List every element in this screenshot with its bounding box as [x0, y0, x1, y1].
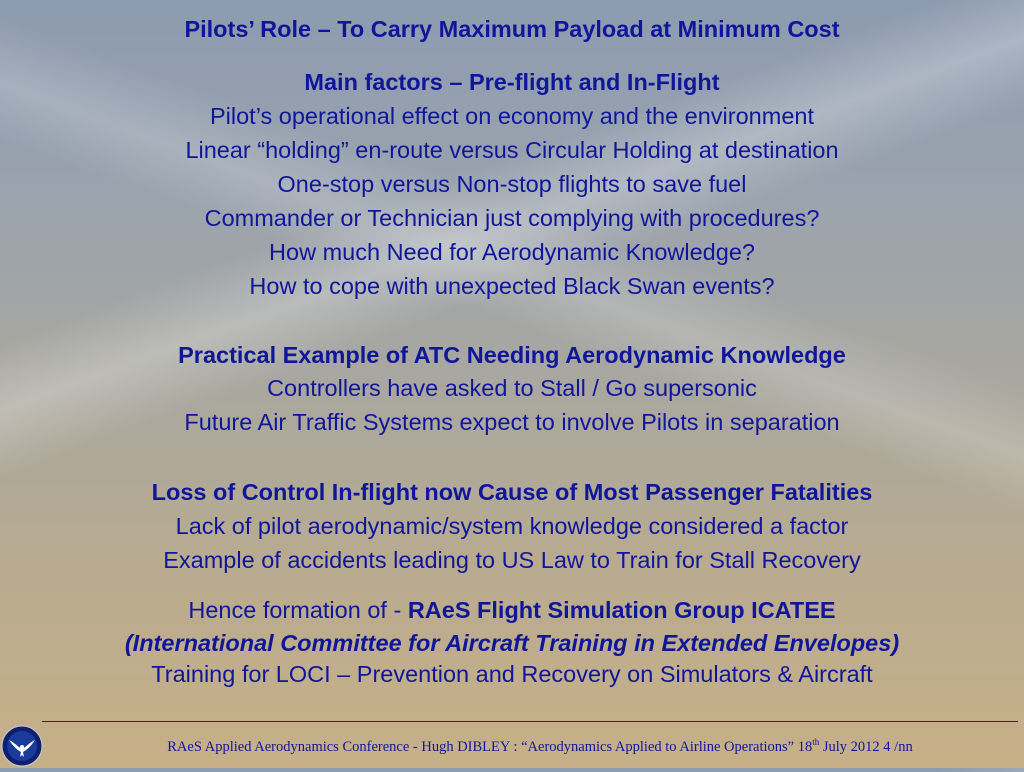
section-item: Linear “holding” en-route versus Circular Holding at destination [185, 137, 839, 163]
section-item: Pilot’s operational effect on economy and the environment [210, 103, 814, 129]
section-item: Lack of pilot aerodynamic/system knowledge considered a factor [175, 513, 849, 539]
group-name: RAeS Flight Simulation Group ICATEE [407, 597, 836, 623]
footer-divider [42, 721, 1018, 722]
section-item: How to cope with unexpected Black Swan events? [249, 273, 775, 299]
section-item: Controllers have asked to Stall / Go supersonic [267, 375, 757, 401]
formation-prefix: Hence formation of - [188, 597, 408, 623]
section-item: Example of accidents leading to US Law to Train for Stall Recovery [163, 547, 861, 573]
section-heading-atc: Practical Example of ATC Needing Aerodynamic Knowledge [178, 342, 846, 368]
committee-full-name: (International Committee for Aircraft Training in Extended Envelopes) [124, 630, 900, 656]
section-item: Future Air Traffic Systems expect to involve Pilots in separation [184, 409, 840, 435]
raes-eagle-logo-icon [1, 725, 43, 767]
section-item: How much Need for Aerodynamic Knowledge? [269, 239, 755, 265]
footer-date-page: July 2012 4 /nn [819, 738, 913, 755]
section-heading-main-factors: Main factors – Pre-flight and In-Flight [304, 69, 720, 95]
slide-title: Pilots’ Role – To Carry Maximum Payload at Minimum Cost [184, 16, 840, 42]
section-item: Commander or Technician just complying with procedures? [204, 205, 820, 231]
footer-text [60, 737, 1020, 756]
section-item: One-stop versus Non-stop flights to save fuel [277, 171, 747, 197]
section-heading-loss-of-control: Loss of Control In-flight now Cause of Most Passenger Fatalities [151, 479, 873, 505]
footer-date-suffix: th [812, 737, 820, 747]
icatee-formation-line [0, 595, 1024, 625]
training-line: Training for LOCI – Prevention and Recovery on Simulators & Aircraft [151, 661, 873, 687]
footer-main-text: RAeS Applied Aerodynamics Conference - Hugh DIBLEY : “Aerodynamics Applied to Airline Operations” 18 [167, 738, 813, 755]
